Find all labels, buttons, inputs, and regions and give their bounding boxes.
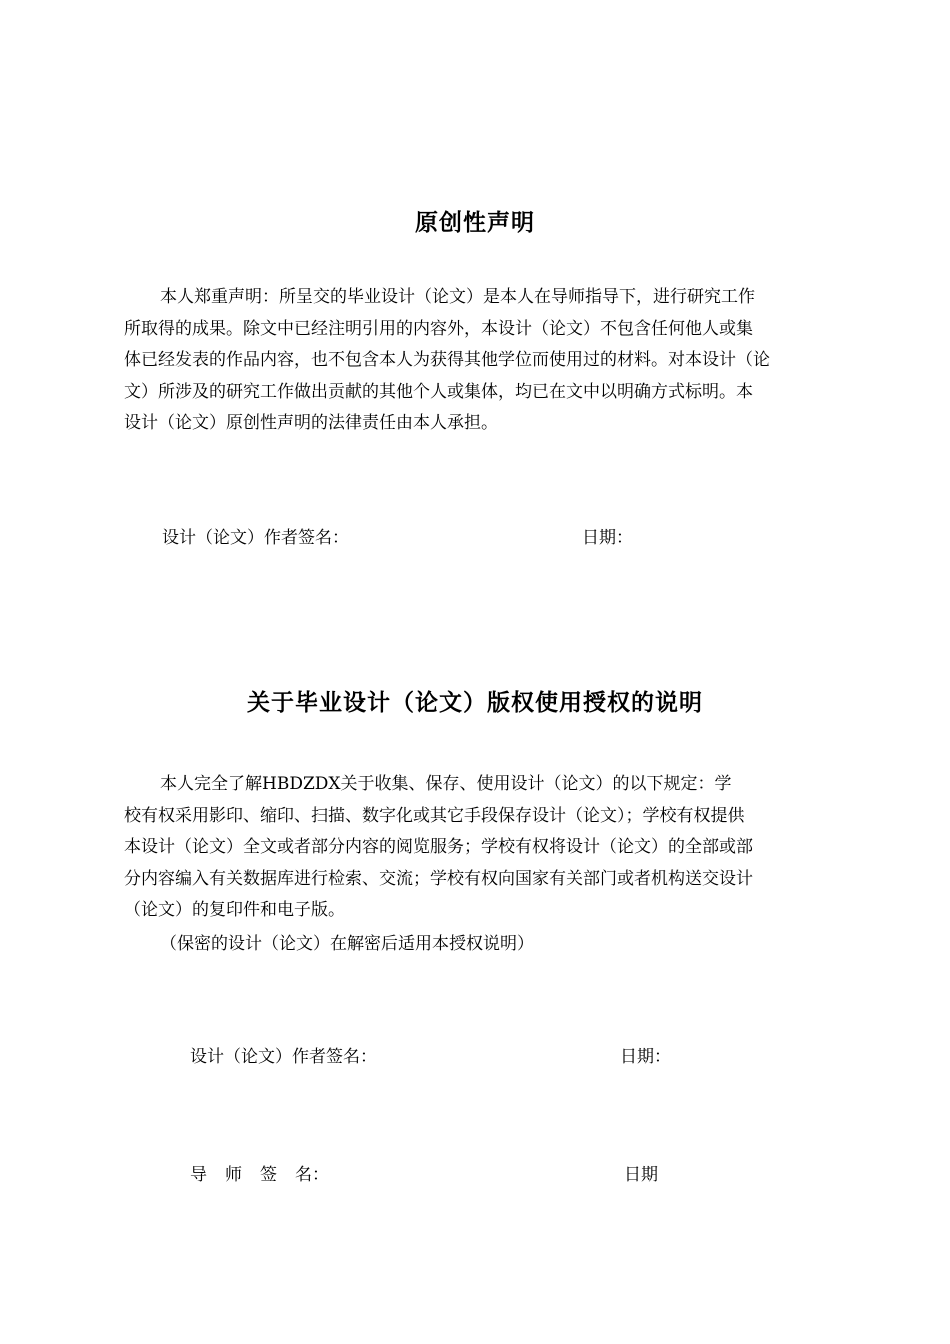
declaration-date-label: 日期：: [582, 528, 633, 548]
originality-declaration-body: [124, 282, 830, 440]
authorization-author-date-label: 日期：: [620, 1047, 671, 1067]
advisor-signature-char: 签: [260, 1165, 277, 1185]
originality-declaration-title: 原创性声明: [415, 210, 535, 236]
advisor-signature-label: [190, 1160, 329, 1185]
advisor-date-label: 日期: [624, 1165, 658, 1185]
copyright-authorization-title: 关于毕业设计（论文）版权使用授权的说明: [247, 690, 703, 716]
advisor-signature-char: 师: [225, 1165, 242, 1185]
copyright-authorization-body: [124, 769, 830, 927]
authorization-line: 分内容编入有关数据库进行检索、交流；学校有权向国家有关部门或者机构送交设计: [124, 868, 753, 889]
declaration-line: 文）所涉及的研究工作做出贡献的其他个人或集体，均已在文中以明确方式标明。本: [124, 381, 753, 402]
authorization-line: 校有权采用影印、缩印、扫描、数字化或其它手段保存设计（论文）；学校有权提供: [124, 805, 745, 826]
declaration-line: 本人郑重声明：所呈交的毕业设计（论文）是本人在导师指导下，进行研究工作: [160, 287, 755, 307]
authorization-line: 本设计（论文）全文或者部分内容的阅览服务；学校有权将设计（论文）的全部或部: [124, 837, 753, 857]
advisor-signature-char: 名：: [295, 1165, 329, 1185]
authorization-author-signature-label: 设计（论文）作者签名：: [190, 1047, 377, 1067]
authorization-line: （论文）的复印件和电子版。: [124, 900, 345, 920]
confidential-note: （保密的设计（论文）在解密后适用本授权说明）: [160, 934, 534, 954]
declaration-line: 体已经发表的作品内容，也不包含本人为获得其他学位而使用过的材料。对本设计（论: [124, 350, 770, 370]
declaration-line: 所取得的成果。除文中已经注明引用的内容外，本设计（论文）不包含任何他人或集: [124, 318, 753, 339]
authorization-line: 本人完全了解HBDZDX关于收集、保存、使用设计（论文）的以下规定：学: [160, 774, 732, 794]
declaration-author-signature-label: 设计（论文）作者签名：: [162, 528, 349, 548]
advisor-signature-char: 导: [190, 1165, 207, 1185]
declaration-line: 设计（论文）原创性声明的法律责任由本人承担。: [124, 413, 498, 433]
